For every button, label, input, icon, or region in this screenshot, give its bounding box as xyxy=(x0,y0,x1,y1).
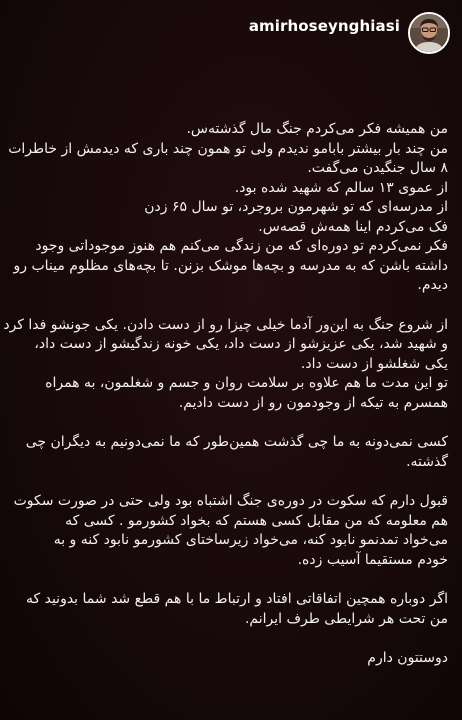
text-line: از شروع جنگ به این‌ور آدما خیلی چیزا رو از دست دادن. یکی جونشو فدا کرد xyxy=(3,316,448,333)
text-line: فکر نمی‌کردم تو دوره‌ای که من زندگی می‌کنم هم هنوز موجوداتی وجود xyxy=(35,238,448,254)
text-line: ۸ سال جنگیدن می‌گفت. xyxy=(307,160,448,176)
profile-photo-icon[interactable] xyxy=(408,12,450,54)
paragraph-3 xyxy=(16,433,448,472)
paragraph-6 xyxy=(16,649,448,669)
text-line: و شهید شد، یکی عزیزشو از دست داد، یکی خونه زندگیشو از دست داد، xyxy=(34,336,448,352)
text-line: فک می‌کردم اینا همه‌ش قصه‌س. xyxy=(258,218,448,235)
paragraph-5 xyxy=(16,590,448,629)
text-line: من چند بار بیشتر بابامو ندیدم ولی تو همون چند باری که دیدمش از خاطرات xyxy=(8,140,448,157)
text-line: اگر دوباره همچین اتفاقاتی افتاد و ارتباط ما با هم قطع شد شما بدونید که xyxy=(25,591,448,607)
text-line: هم معلومه که من مقابل کسی هستم که بخواد کشورمو . کسی که xyxy=(65,512,448,529)
paragraph-4 xyxy=(13,492,448,570)
text-line: من تحت هر شرایطی طرف ایرانم. xyxy=(244,610,448,627)
paragraph-2 xyxy=(3,316,448,414)
text-line: تو این مدت ما هم علاوه بر سلامت روان و جسم و شغلمون، به همراه xyxy=(45,375,448,391)
text-line: همسرم به تیکه از وجودمون رو از دست دادیم. xyxy=(178,394,448,411)
text-line: دیدم. xyxy=(417,277,448,293)
text-line: قبول دارم که سکوت در دوره‌ی جنگ اشتباه بود ولی حتی در صورت سکوت xyxy=(13,493,448,509)
paragraph-1 xyxy=(8,120,448,296)
text-line: یکی شغلشو از دست داد. xyxy=(300,355,448,372)
text-line: کسی نمی‌دونه به ما چی گذشت همین‌طور که ما نمی‌دونیم به دیگران چی xyxy=(25,434,448,450)
text-line: از عموی ۱۳ سالم که شهید شده بود. xyxy=(234,179,448,196)
text-line: من همیشه فکر می‌کردم جنگ مال گذشته‌س. xyxy=(186,121,448,137)
text-line: می‌خواد تمدنمو نابود کنه، می‌خواد زیرساختای کشورمو نابود کنه و به xyxy=(53,532,448,548)
text-line: از مدرسه‌ای که تو شهرمون بروجرد، تو سال ۶۵ زدن xyxy=(144,199,448,215)
text-line: گذشته. xyxy=(406,453,448,470)
username-label[interactable]: amirhoseynghiasi xyxy=(248,17,400,35)
story-text xyxy=(3,120,448,689)
story-header xyxy=(12,10,450,56)
text-line: دوستتون دارم xyxy=(367,650,448,666)
text-line: خودم مستقیما آسیب زده. xyxy=(297,551,448,568)
text-line: داشته باشن که به مدرسه و بچه‌ها موشک بزنن. تا بچه‌های مظلوم میناب رو xyxy=(13,257,448,274)
avatar-illustration xyxy=(410,14,448,52)
